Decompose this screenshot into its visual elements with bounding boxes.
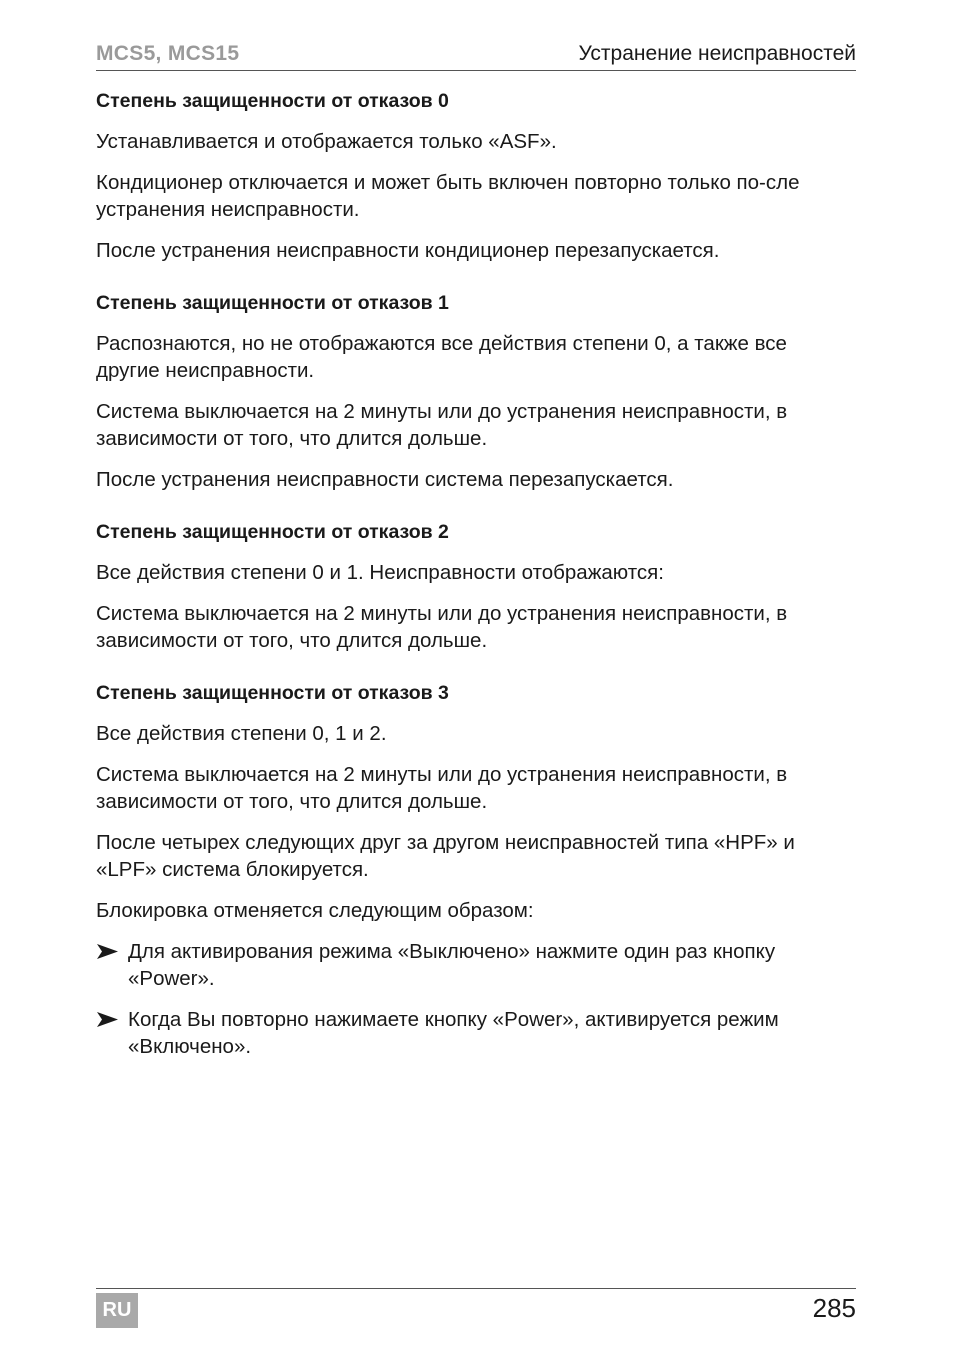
arrow-bullet-icon xyxy=(96,938,120,965)
list-item xyxy=(96,938,856,992)
paragraph: После устранения неисправности система перезапускается. xyxy=(96,468,674,491)
section-heading: Степень защищенности от отказов 0 xyxy=(96,90,449,112)
section-heading: Степень защищенности от отказов 1 xyxy=(96,292,449,314)
page-header xyxy=(96,40,856,71)
section-level-3 xyxy=(96,680,856,1060)
paragraph: Система выключается на 2 минуты или до устранения неисправности, в зависимости от того, что длится дольше. xyxy=(96,763,788,813)
section-level-1 xyxy=(96,290,856,493)
paragraph: Все действия степени 0 и 1. Неисправности отображаются: xyxy=(96,561,664,584)
model-name: MCS5, MCS15 xyxy=(96,42,240,65)
page-footer xyxy=(96,1288,856,1333)
paragraph: Блокировка отменяется следующим образом: xyxy=(96,899,534,922)
paragraph: Система выключается на 2 минуты или до устранения неисправности, в зависимости от того, что длится дольше. xyxy=(96,400,788,450)
list-item xyxy=(96,1006,856,1060)
paragraph: Устанавливается и отображается только «ASF». xyxy=(96,130,557,153)
manual-page xyxy=(96,0,856,1352)
language-badge: RU xyxy=(96,1293,138,1328)
chapter-title: Устранение неисправностей xyxy=(578,42,856,65)
list-item-text: Для активирования режима «Выключено» нажмите один раз кнопку «Power». xyxy=(128,940,776,990)
paragraph: Распознаются, но не отображаются все действия степени 0, а также все другие неисправности. xyxy=(96,332,787,382)
section-level-0 xyxy=(96,88,856,264)
paragraph: После устранения неисправности кондиционер перезапускается. xyxy=(96,239,720,262)
list-item-text: Когда Вы повторно нажимаете кнопку «Power», активируется режим «Включено». xyxy=(128,1008,779,1058)
paragraph: Все действия степени 0, 1 и 2. xyxy=(96,722,387,745)
page-content xyxy=(96,88,856,1086)
section-heading: Степень защищенности от отказов 3 xyxy=(96,682,449,704)
page-number: 285 xyxy=(812,1293,856,1323)
arrow-bullet-icon xyxy=(96,1006,120,1033)
paragraph: Система выключается на 2 минуты или до устранения неисправности, в зависимости от того, что длится дольше. xyxy=(96,602,788,652)
section-level-2 xyxy=(96,519,856,654)
section-heading: Степень защищенности от отказов 2 xyxy=(96,521,449,543)
paragraph: Кондиционер отключается и может быть включен повторно только по-сле устранения неисправности. xyxy=(96,171,800,221)
instruction-list xyxy=(96,938,856,1060)
paragraph: После четырех следующих друг за другом неисправностей типа «HPF» и «LPF» система блокируется. xyxy=(96,831,795,881)
